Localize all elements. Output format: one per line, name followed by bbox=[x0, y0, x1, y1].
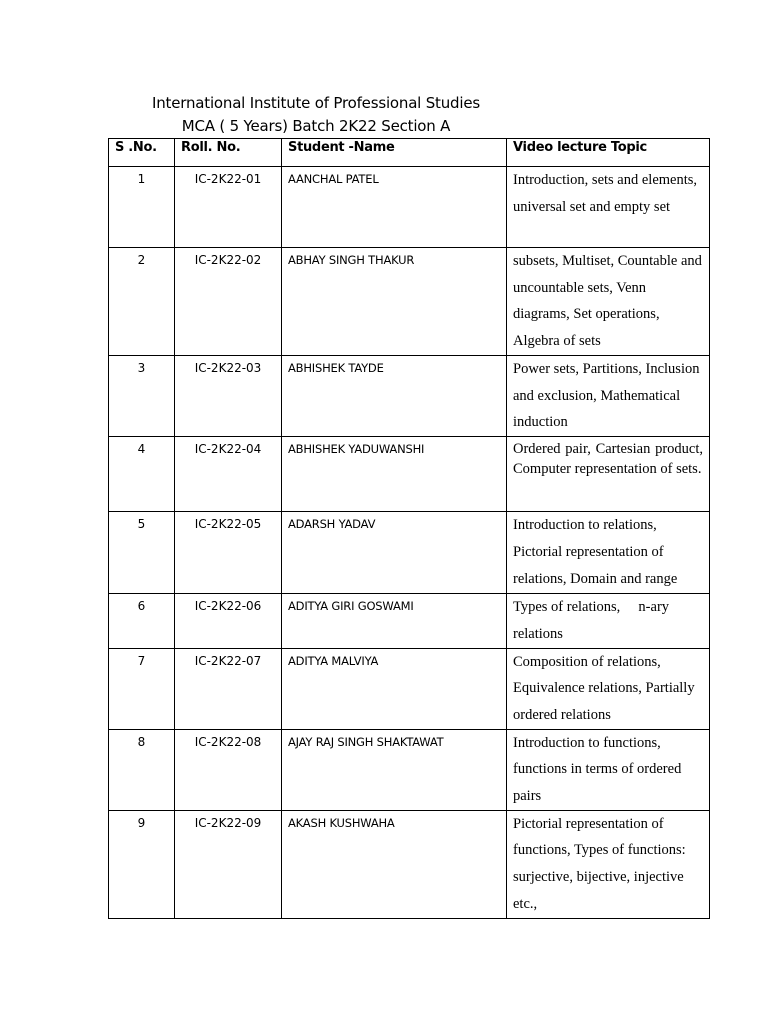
roll-cell: IC-2K22-06 bbox=[175, 594, 282, 648]
roll-cell: IC-2K22-09 bbox=[175, 810, 282, 918]
roll-cell: IC-2K22-01 bbox=[175, 167, 282, 248]
name-cell: ABHISHEK TAYDE bbox=[282, 356, 507, 437]
table-row bbox=[109, 167, 710, 248]
roll-cell: IC-2K22-07 bbox=[175, 648, 282, 729]
name-cell: ABHISHEK YADUWANSHI bbox=[282, 437, 507, 512]
name-cell: AJAY RAJ SINGH SHAKTAWAT bbox=[282, 729, 507, 810]
sno-cell: 6 bbox=[109, 594, 175, 648]
topic-cell: Introduction, sets and elements, universal set and empty set bbox=[507, 167, 710, 248]
sno-cell: 4 bbox=[109, 437, 175, 512]
name-cell: ABHAY SINGH THAKUR bbox=[282, 248, 507, 356]
table-header-row bbox=[109, 139, 710, 167]
table-row bbox=[109, 512, 710, 594]
table-row bbox=[109, 356, 710, 437]
table-row bbox=[109, 594, 710, 648]
sno-cell: 2 bbox=[109, 248, 175, 356]
student-topic-table bbox=[108, 138, 710, 919]
topic-cell: Ordered pair, Cartesian product, Computer representation of sets. bbox=[507, 437, 710, 512]
roll-cell: IC-2K22-02 bbox=[175, 248, 282, 356]
column-header-topic: Video lecture Topic bbox=[507, 139, 710, 167]
institute-title: International Institute of Professional Studies bbox=[152, 94, 480, 112]
table-row bbox=[109, 437, 710, 512]
table-row bbox=[109, 729, 710, 810]
topic-cell: subsets, Multiset, Countable and uncountable sets, Venn diagrams, Set operations, Algebra of sets bbox=[507, 248, 710, 356]
name-cell: ADITYA GIRI GOSWAMI bbox=[282, 594, 507, 648]
column-header-roll: Roll. No. bbox=[175, 139, 282, 167]
sno-cell: 7 bbox=[109, 648, 175, 729]
roll-cell: IC-2K22-04 bbox=[175, 437, 282, 512]
roll-cell: IC-2K22-05 bbox=[175, 512, 282, 594]
column-header-sno: S .No. bbox=[109, 139, 175, 167]
table-row bbox=[109, 810, 710, 918]
name-cell: AANCHAL PATEL bbox=[282, 167, 507, 248]
topic-cell: Introduction to functions, functions in terms of ordered pairs bbox=[507, 729, 710, 810]
column-header-name: Student -Name bbox=[282, 139, 507, 167]
topic-cell: Power sets, Partitions, Inclusion and exclusion, Mathematical induction bbox=[507, 356, 710, 437]
table-row bbox=[109, 648, 710, 729]
topic-cell: Types of relations, n-ary relations bbox=[507, 594, 710, 648]
batch-subtitle: MCA ( 5 Years) Batch 2K22 Section A bbox=[181, 117, 451, 135]
table-row bbox=[109, 248, 710, 356]
name-cell: ADARSH YADAV bbox=[282, 512, 507, 594]
roll-cell: IC-2K22-08 bbox=[175, 729, 282, 810]
name-cell: AKASH KUSHWAHA bbox=[282, 810, 507, 918]
sno-cell: 8 bbox=[109, 729, 175, 810]
sno-cell: 1 bbox=[109, 167, 175, 248]
roll-cell: IC-2K22-03 bbox=[175, 356, 282, 437]
sno-cell: 9 bbox=[109, 810, 175, 918]
topic-cell: Composition of relations, Equivalence relations, Partially ordered relations bbox=[507, 648, 710, 729]
topic-cell: Introduction to relations, Pictorial representation of relations, Domain and range bbox=[507, 512, 710, 594]
sno-cell: 5 bbox=[109, 512, 175, 594]
name-cell: ADITYA MALVIYA bbox=[282, 648, 507, 729]
topic-cell: Pictorial representation of functions, Types of functions: surjective, bijective, injective etc., bbox=[507, 810, 710, 918]
sno-cell: 3 bbox=[109, 356, 175, 437]
